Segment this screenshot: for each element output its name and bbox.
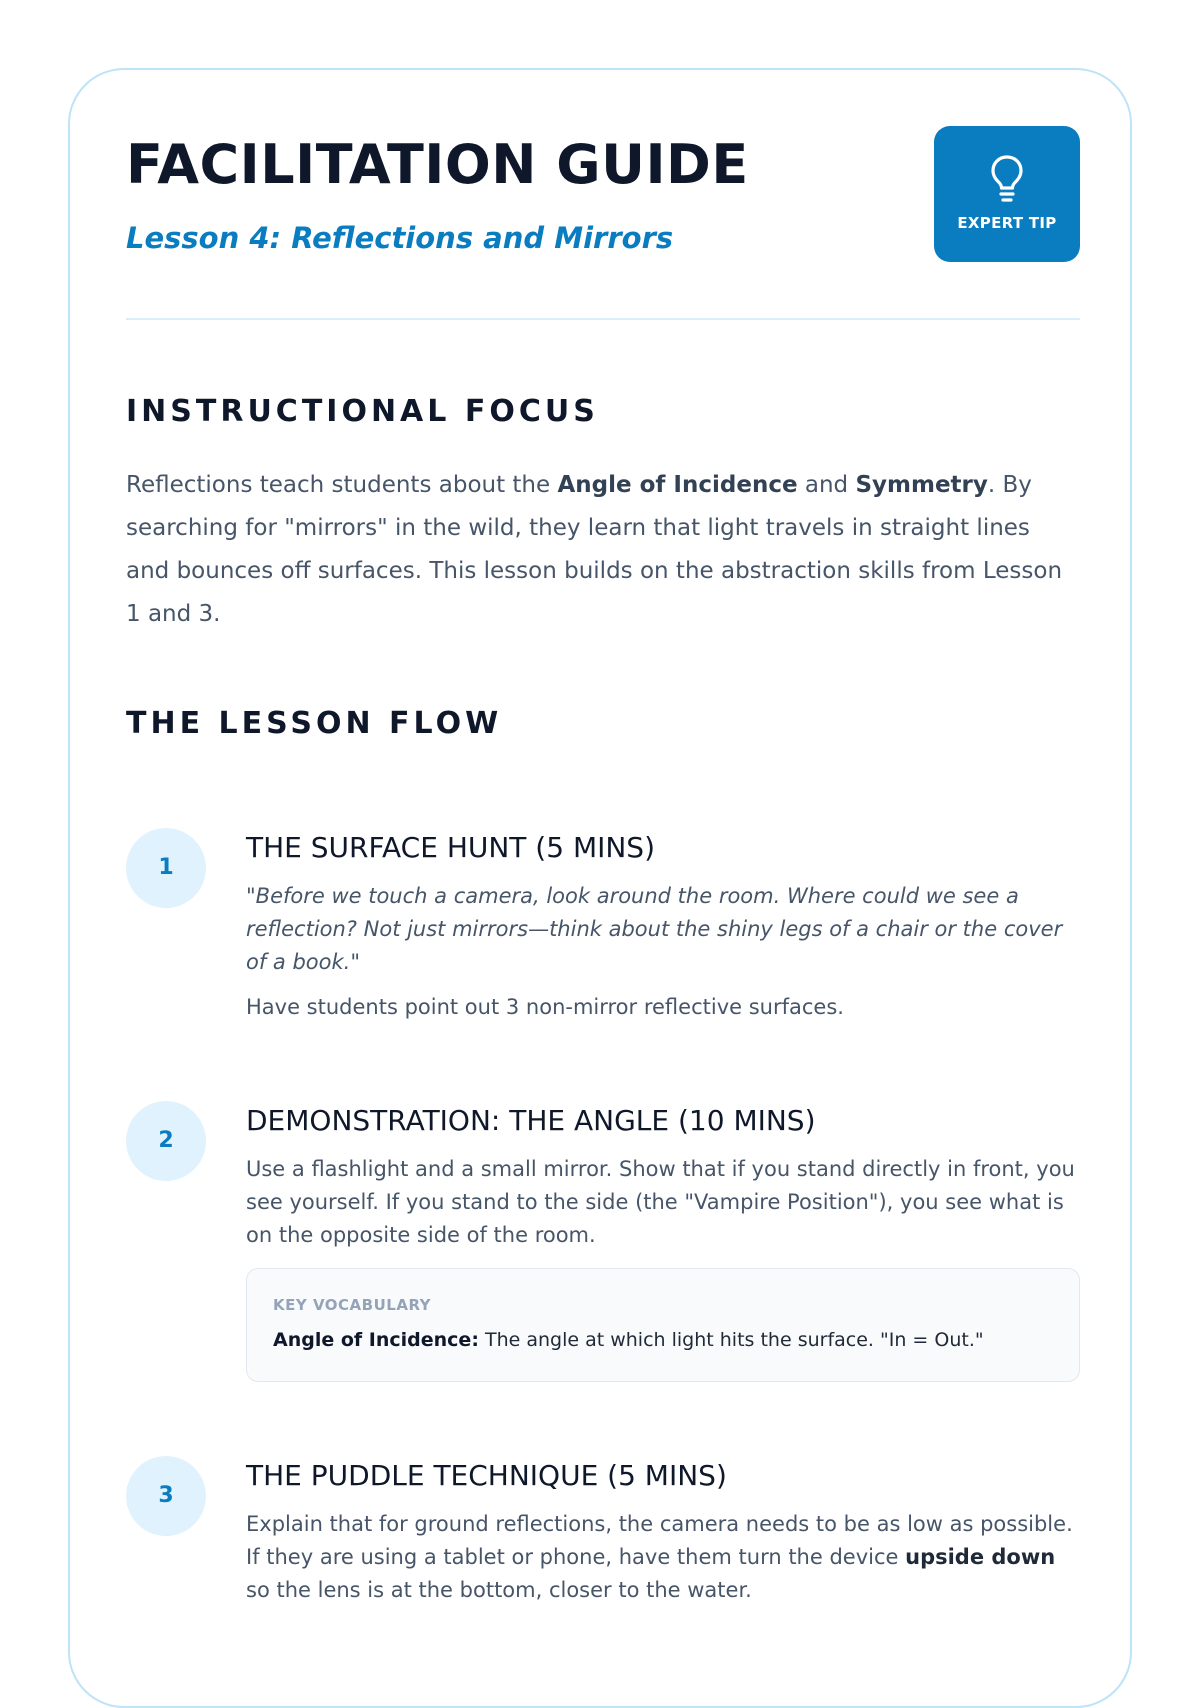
instructional-focus-text xyxy=(126,464,1080,636)
page-title: FACILITATION GUIDE xyxy=(126,133,749,196)
focus-text-part: and xyxy=(797,472,856,498)
step-text-part: so the lens is at the bottom, closer to the water. xyxy=(246,1578,752,1602)
focus-text-part: Reflections teach students about the xyxy=(126,472,558,498)
guide-card xyxy=(68,68,1132,1708)
focus-term-symmetry: Symmetry xyxy=(855,472,988,498)
step-body xyxy=(246,1456,1080,1607)
lesson-flow-heading: THE LESSON FLOW xyxy=(126,706,503,741)
header-divider xyxy=(126,318,1080,320)
expert-tip-badge[interactable] xyxy=(934,126,1080,262)
lesson-subtitle: Lesson 4: Reflections and Mirrors xyxy=(126,221,674,255)
step-text-part: Explain that for ground reflections, the camera needs to be as low as possible. If they are using a tablet or phone, have them turn the device xyxy=(246,1512,1073,1569)
step-text xyxy=(246,1508,1080,1607)
step-body xyxy=(246,1101,1080,1382)
step-number-badge: 2 xyxy=(126,1101,206,1181)
step-number-badge: 1 xyxy=(126,828,206,908)
key-vocabulary-label: KEY VOCABULARY xyxy=(273,1296,432,1314)
step-text: Have students point out 3 non-mirror reflective surfaces. xyxy=(246,995,844,1019)
instructional-focus-heading: INSTRUCTIONAL FOCUS xyxy=(126,394,599,429)
step-title: THE SURFACE HUNT (5 MINS) xyxy=(246,831,656,864)
step-body xyxy=(246,828,1080,1024)
vocabulary-definition-text: The angle at which light hits the surface. "In = Out." xyxy=(478,1329,984,1351)
key-vocabulary-box xyxy=(246,1268,1080,1382)
focus-text-part: . By searching for "mirrors" in the wild, they learn that light travels in straight lines and bounces off surfaces. This lesson builds on the abstraction skills from Lesson 1 and 3. xyxy=(126,472,1063,627)
step-number-badge: 3 xyxy=(126,1456,206,1536)
step-text: Use a flashlight and a small mirror. Show that if you stand directly in front, you see yourself. If you stand to the side (the "Vampire Position"), you see what is on the opposite side of the room. xyxy=(246,1157,1075,1247)
expert-tip-label: EXPERT TIP xyxy=(957,214,1057,232)
lightbulb-icon xyxy=(990,154,1024,204)
step-text-emphasis: upside down xyxy=(905,1545,1056,1569)
vocabulary-term: Angle of Incidence: xyxy=(273,1329,479,1351)
focus-term-angle: Angle of Incidence xyxy=(557,472,798,498)
step-title: DEMONSTRATION: THE ANGLE (10 MINS) xyxy=(246,1104,816,1137)
step-title: THE PUDDLE TECHNIQUE (5 MINS) xyxy=(246,1459,727,1492)
step-quote: "Before we touch a camera, look around the room. Where could we see a reflection? Not just mirrors—think about the shiny legs of a chair or the cover of a book." xyxy=(246,884,1063,974)
guide-header xyxy=(126,126,1080,314)
vocabulary-definition xyxy=(273,1327,1053,1353)
